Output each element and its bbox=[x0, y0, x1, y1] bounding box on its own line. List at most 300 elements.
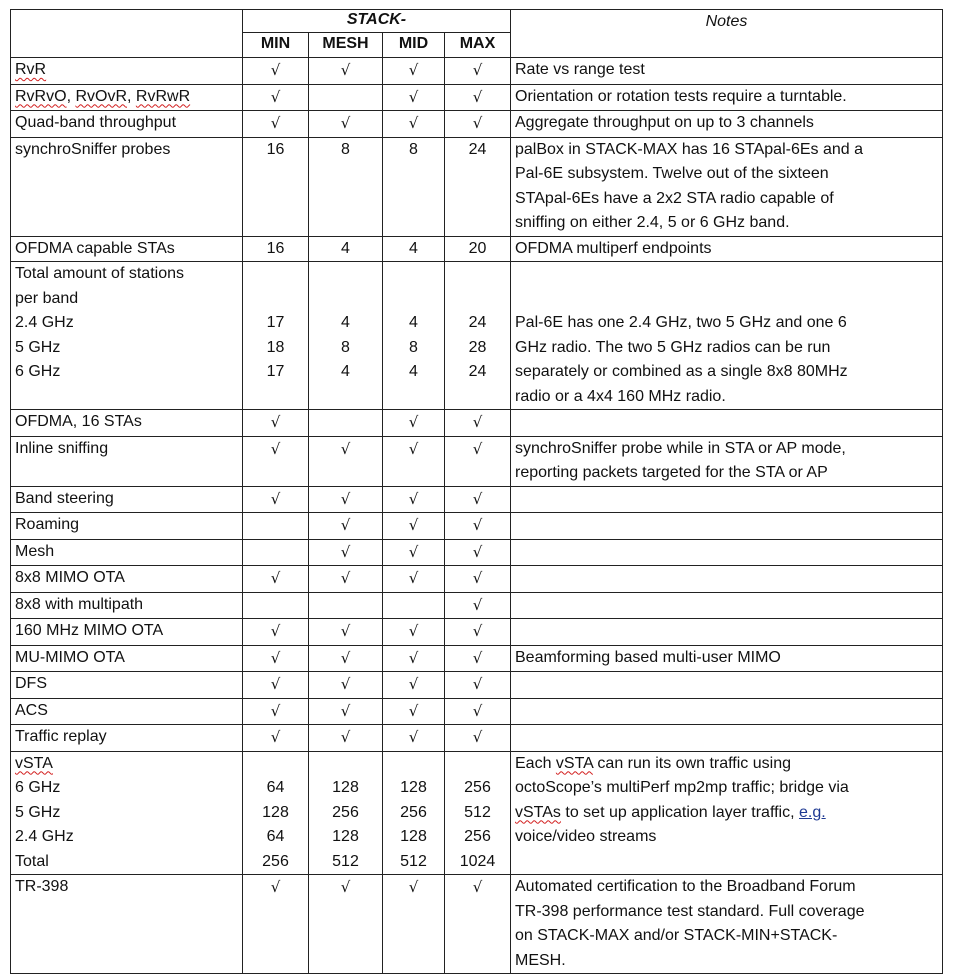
note-line: STApal-6Es have a 2x2 STA radio capable of bbox=[515, 189, 834, 207]
value-line: 24 bbox=[468, 363, 487, 380]
min-cell bbox=[243, 111, 309, 138]
note-line bbox=[515, 540, 938, 565]
mid-cell bbox=[383, 698, 445, 725]
feature-cell bbox=[11, 137, 243, 236]
note-line bbox=[515, 619, 938, 644]
value-line: √ bbox=[408, 701, 419, 720]
mesh-cell bbox=[309, 486, 383, 513]
value-line: 16 bbox=[266, 239, 285, 257]
min-cell bbox=[243, 645, 309, 672]
value-line: 8 bbox=[409, 338, 418, 356]
note-line bbox=[515, 410, 938, 435]
feature-line: 160 MHz MIMO OTA bbox=[15, 622, 164, 639]
min-cell bbox=[243, 236, 309, 262]
value-line: 8 bbox=[341, 140, 350, 158]
min-cell bbox=[243, 410, 309, 437]
value-line: √ bbox=[270, 489, 281, 508]
notes-cell bbox=[511, 262, 943, 410]
max-cell bbox=[445, 751, 511, 875]
min-cell bbox=[243, 725, 309, 752]
value-line: 128 bbox=[400, 779, 427, 796]
value-line: 128 bbox=[332, 828, 359, 845]
notes-cell bbox=[511, 111, 943, 138]
value-line: √ bbox=[408, 675, 419, 693]
feature-cell bbox=[11, 539, 243, 566]
mid-cell bbox=[383, 111, 445, 138]
table-row bbox=[11, 84, 943, 111]
mesh-cell bbox=[309, 410, 383, 437]
notes-cell bbox=[511, 875, 943, 974]
mid-cell bbox=[383, 486, 445, 513]
table-row bbox=[11, 111, 943, 138]
feature-cell bbox=[11, 725, 243, 752]
table-row bbox=[11, 875, 943, 974]
min-cell bbox=[243, 58, 309, 85]
feature-line: TR-398 bbox=[15, 878, 69, 895]
value-line: √ bbox=[270, 569, 281, 587]
value-line: √ bbox=[472, 622, 483, 640]
note-line bbox=[515, 287, 938, 312]
note-line: Rate vs range test bbox=[515, 61, 645, 78]
value-line: √ bbox=[472, 728, 483, 746]
feature-line: 6 GHz bbox=[15, 779, 61, 796]
value-line: 128 bbox=[332, 779, 359, 796]
mesh-cell bbox=[309, 566, 383, 593]
value-line bbox=[247, 262, 304, 287]
mid-cell bbox=[383, 875, 445, 974]
feature-line: MU-MIMO OTA bbox=[15, 648, 125, 666]
notes-cell bbox=[511, 672, 943, 699]
value-line bbox=[387, 287, 440, 312]
value-line: √ bbox=[340, 569, 351, 587]
mesh-cell bbox=[309, 645, 383, 672]
value-line: √ bbox=[340, 542, 351, 561]
feature-cell bbox=[11, 436, 243, 486]
value-line: 8 bbox=[409, 140, 418, 158]
value-line bbox=[387, 593, 440, 618]
max-cell bbox=[445, 58, 511, 85]
note-line bbox=[515, 513, 938, 538]
feature-line: 8x8 MIMO OTA bbox=[15, 569, 125, 586]
value-line: √ bbox=[408, 413, 419, 431]
notes-cell bbox=[511, 698, 943, 725]
value-line bbox=[313, 85, 378, 110]
mid-cell bbox=[383, 137, 445, 236]
value-line: 18 bbox=[266, 338, 285, 356]
table-body bbox=[11, 58, 943, 974]
note-line: palBox in STACK-MAX has 16 STApal-6Es and a bbox=[515, 140, 864, 158]
value-line: √ bbox=[472, 87, 483, 106]
min-cell bbox=[243, 436, 309, 486]
feature-cell bbox=[11, 410, 243, 437]
value-line: √ bbox=[472, 61, 483, 79]
mid-cell bbox=[383, 645, 445, 672]
mesh-cell bbox=[309, 725, 383, 752]
value-line: 64 bbox=[266, 828, 285, 845]
feature-line: ACS bbox=[15, 701, 48, 719]
value-line: √ bbox=[270, 114, 281, 132]
min-cell bbox=[243, 566, 309, 593]
value-line: √ bbox=[270, 701, 281, 720]
min-cell bbox=[243, 262, 309, 410]
feature-line: Roaming bbox=[15, 516, 80, 533]
max-cell bbox=[445, 672, 511, 699]
min-cell bbox=[243, 137, 309, 236]
mid-cell bbox=[383, 58, 445, 85]
notes-cell bbox=[511, 236, 943, 262]
value-line: √ bbox=[340, 622, 351, 640]
note-line: voice/video streams bbox=[515, 828, 657, 845]
table-row bbox=[11, 725, 943, 752]
table-row bbox=[11, 592, 943, 619]
note-line: Beamforming based multi-user MIMO bbox=[515, 648, 781, 666]
note-line: on STACK-MAX and/or STACK-MIN+STACK- bbox=[515, 927, 838, 944]
value-line: √ bbox=[340, 878, 351, 896]
feature-cell bbox=[11, 566, 243, 593]
notes-cell bbox=[511, 539, 943, 566]
value-line: √ bbox=[408, 61, 419, 79]
value-line bbox=[449, 752, 506, 777]
value-line: 4 bbox=[341, 314, 350, 331]
value-line: √ bbox=[270, 87, 281, 106]
note-line bbox=[515, 593, 938, 618]
note-line: Each vSTA can run its own traffic using bbox=[515, 754, 791, 772]
feature-line: 5 GHz bbox=[15, 338, 61, 356]
feature-line: Mesh bbox=[15, 542, 55, 560]
value-line: √ bbox=[270, 61, 281, 79]
value-line bbox=[313, 287, 378, 312]
value-line bbox=[449, 262, 506, 287]
column-header-mesh: MESH bbox=[309, 33, 383, 58]
spec-table bbox=[10, 9, 943, 974]
value-line bbox=[313, 410, 378, 435]
value-line: √ bbox=[340, 648, 351, 667]
feature-line: 2.4 GHz bbox=[15, 828, 74, 845]
feature-cell bbox=[11, 672, 243, 699]
value-line: √ bbox=[270, 675, 281, 693]
feature-line: Quad-band throughput bbox=[15, 114, 177, 131]
value-line: √ bbox=[408, 87, 419, 106]
value-line: √ bbox=[270, 439, 281, 458]
note-line: Pal-6E subsystem. Twelve out of the sixteen bbox=[515, 165, 829, 182]
value-line: √ bbox=[472, 595, 483, 614]
feature-cell bbox=[11, 645, 243, 672]
feature-line: DFS bbox=[15, 675, 47, 692]
value-line: √ bbox=[408, 114, 419, 132]
feature-line: RvRvO, RvOvR, RvRwR bbox=[15, 87, 191, 105]
value-line bbox=[313, 752, 378, 777]
value-line: 8 bbox=[341, 338, 350, 356]
note-line bbox=[515, 699, 938, 724]
mesh-cell bbox=[309, 236, 383, 262]
value-line: √ bbox=[270, 878, 281, 896]
value-line: √ bbox=[340, 489, 351, 508]
note-line: radio or a 4x4 160 MHz radio. bbox=[515, 387, 726, 405]
note-line: TR-398 performance test standard. Full coverage bbox=[515, 902, 865, 920]
mesh-cell bbox=[309, 58, 383, 85]
value-line: √ bbox=[472, 439, 483, 458]
table-row bbox=[11, 698, 943, 725]
mesh-cell bbox=[309, 875, 383, 974]
note-line: synchroSniffer probe while in STA or AP mode, bbox=[515, 439, 846, 457]
note-line bbox=[515, 725, 938, 750]
max-cell bbox=[445, 698, 511, 725]
value-line: √ bbox=[408, 439, 419, 458]
value-line: 4 bbox=[409, 239, 418, 257]
value-line: 512 bbox=[400, 852, 427, 870]
feature-cell bbox=[11, 698, 243, 725]
value-line: 128 bbox=[400, 828, 427, 845]
value-line: √ bbox=[472, 648, 483, 667]
feature-line: Traffic replay bbox=[15, 728, 107, 745]
value-line: 4 bbox=[341, 239, 350, 257]
note-line bbox=[515, 672, 938, 697]
feature-cell bbox=[11, 236, 243, 262]
max-cell bbox=[445, 566, 511, 593]
value-line: 4 bbox=[409, 363, 418, 380]
value-line bbox=[313, 262, 378, 287]
value-line: 17 bbox=[266, 363, 285, 380]
value-line: 256 bbox=[262, 852, 289, 870]
value-line: √ bbox=[340, 439, 351, 458]
value-line: 256 bbox=[464, 779, 491, 796]
max-cell bbox=[445, 725, 511, 752]
value-line: √ bbox=[472, 489, 483, 508]
value-line: √ bbox=[408, 516, 419, 534]
max-cell bbox=[445, 436, 511, 486]
feature-cell bbox=[11, 111, 243, 138]
note-line: reporting packets targeted for the STA or AP bbox=[515, 464, 828, 481]
notes-cell bbox=[511, 619, 943, 646]
notes-cell bbox=[511, 58, 943, 85]
value-line bbox=[247, 513, 304, 538]
header-blank bbox=[11, 10, 243, 58]
mesh-cell bbox=[309, 672, 383, 699]
feature-cell bbox=[11, 84, 243, 111]
value-line: 24 bbox=[468, 140, 487, 158]
note-line: MESH. bbox=[515, 951, 566, 969]
mid-cell bbox=[383, 236, 445, 262]
table-row bbox=[11, 539, 943, 566]
max-cell bbox=[445, 539, 511, 566]
value-line: 17 bbox=[266, 314, 285, 331]
feature-line: OFDMA, 16 STAs bbox=[15, 413, 142, 430]
min-cell bbox=[243, 486, 309, 513]
max-cell bbox=[445, 619, 511, 646]
table-row bbox=[11, 262, 943, 410]
table-row bbox=[11, 513, 943, 540]
value-line: √ bbox=[340, 516, 351, 534]
stack-group-header: STACK- bbox=[243, 10, 511, 33]
mid-cell bbox=[383, 619, 445, 646]
min-cell bbox=[243, 619, 309, 646]
value-line bbox=[247, 593, 304, 618]
value-line: √ bbox=[340, 728, 351, 746]
mid-cell bbox=[383, 592, 445, 619]
note-line: OFDMA multiperf endpoints bbox=[515, 239, 712, 257]
feature-cell bbox=[11, 592, 243, 619]
feature-cell bbox=[11, 875, 243, 974]
max-cell bbox=[445, 262, 511, 410]
value-line: √ bbox=[408, 878, 419, 896]
value-line: √ bbox=[340, 675, 351, 693]
note-line bbox=[515, 487, 938, 512]
table-row bbox=[11, 619, 943, 646]
value-line bbox=[313, 593, 378, 618]
notes-cell bbox=[511, 410, 943, 437]
note-line: octoScope’s multiPerf mp2mp traffic; bridge via bbox=[515, 779, 849, 796]
mid-cell bbox=[383, 566, 445, 593]
feature-line: Inline sniffing bbox=[15, 439, 109, 457]
table-row bbox=[11, 58, 943, 85]
value-line: √ bbox=[270, 728, 281, 746]
feature-cell bbox=[11, 58, 243, 85]
feature-cell bbox=[11, 513, 243, 540]
value-line: 4 bbox=[341, 363, 350, 380]
value-line: 16 bbox=[266, 140, 285, 158]
note-line: separately or combined as a single 8x8 80MHz bbox=[515, 363, 848, 380]
feature-cell bbox=[11, 486, 243, 513]
min-cell bbox=[243, 539, 309, 566]
value-line: 4 bbox=[409, 314, 418, 331]
table-row bbox=[11, 672, 943, 699]
note-line: vSTAs to set up application layer traffic, e.g. bbox=[515, 803, 826, 821]
value-line: √ bbox=[472, 701, 483, 720]
value-line: √ bbox=[408, 648, 419, 667]
value-line: √ bbox=[340, 701, 351, 720]
column-header-min: MIN bbox=[243, 33, 309, 58]
value-line: 28 bbox=[468, 338, 487, 356]
value-line: 20 bbox=[468, 239, 487, 257]
notes-cell bbox=[511, 751, 943, 875]
mid-cell bbox=[383, 513, 445, 540]
mesh-cell bbox=[309, 513, 383, 540]
table-row bbox=[11, 751, 943, 875]
feature-line: OFDMA capable STAs bbox=[15, 239, 175, 257]
feature-cell bbox=[11, 262, 243, 410]
value-line: √ bbox=[472, 516, 483, 534]
mesh-cell bbox=[309, 84, 383, 111]
value-line: √ bbox=[472, 542, 483, 561]
value-line bbox=[247, 752, 304, 777]
min-cell bbox=[243, 513, 309, 540]
value-line bbox=[449, 287, 506, 312]
max-cell bbox=[445, 592, 511, 619]
note-line: GHz radio. The two 5 GHz radios can be run bbox=[515, 338, 831, 356]
notes-cell bbox=[511, 592, 943, 619]
feature-line: Band steering bbox=[15, 489, 114, 507]
value-line: √ bbox=[408, 489, 419, 508]
value-line: √ bbox=[270, 622, 281, 640]
mid-cell bbox=[383, 672, 445, 699]
feature-line: RvR bbox=[15, 61, 47, 78]
mesh-cell bbox=[309, 111, 383, 138]
value-line: 1024 bbox=[459, 852, 496, 870]
feature-line: 6 GHz bbox=[15, 363, 61, 380]
mid-cell bbox=[383, 262, 445, 410]
value-line: 64 bbox=[266, 779, 285, 796]
note-line: sniffing on either 2.4, 5 or 6 GHz band. bbox=[515, 214, 790, 231]
mesh-cell bbox=[309, 262, 383, 410]
value-line bbox=[247, 287, 304, 312]
table-row bbox=[11, 236, 943, 262]
value-line: √ bbox=[408, 569, 419, 587]
note-line: Automated certification to the Broadband Forum bbox=[515, 878, 856, 895]
feature-line: 2.4 GHz bbox=[15, 314, 74, 331]
mid-cell bbox=[383, 84, 445, 111]
mesh-cell bbox=[309, 539, 383, 566]
note-line bbox=[515, 262, 938, 287]
feature-line: synchroSniffer probes bbox=[15, 140, 171, 158]
max-cell bbox=[445, 236, 511, 262]
value-line: 512 bbox=[332, 852, 359, 870]
mesh-cell bbox=[309, 137, 383, 236]
notes-cell bbox=[511, 725, 943, 752]
value-line bbox=[387, 752, 440, 777]
value-line: √ bbox=[472, 675, 483, 693]
value-line: 256 bbox=[464, 828, 491, 845]
feature-line: vSTA bbox=[15, 754, 53, 772]
value-line: √ bbox=[472, 569, 483, 587]
min-cell bbox=[243, 84, 309, 111]
value-line: 128 bbox=[262, 803, 289, 821]
notes-cell bbox=[511, 566, 943, 593]
min-cell bbox=[243, 751, 309, 875]
mid-cell bbox=[383, 436, 445, 486]
max-cell bbox=[445, 486, 511, 513]
feature-cell bbox=[11, 619, 243, 646]
notes-header: Notes bbox=[511, 10, 943, 58]
min-cell bbox=[243, 592, 309, 619]
value-line: √ bbox=[408, 542, 419, 561]
min-cell bbox=[243, 698, 309, 725]
max-cell bbox=[445, 84, 511, 111]
value-line bbox=[247, 540, 304, 565]
header-row-group bbox=[11, 10, 943, 33]
feature-line: Total bbox=[15, 852, 49, 870]
notes-cell bbox=[511, 137, 943, 236]
feature-line: Total amount of stations bbox=[15, 265, 184, 282]
notes-cell bbox=[511, 436, 943, 486]
max-cell bbox=[445, 410, 511, 437]
feature-line: 5 GHz bbox=[15, 803, 61, 821]
mesh-cell bbox=[309, 619, 383, 646]
mid-cell bbox=[383, 751, 445, 875]
notes-cell bbox=[511, 84, 943, 111]
mesh-cell bbox=[309, 592, 383, 619]
value-line: √ bbox=[472, 878, 483, 896]
table-row bbox=[11, 137, 943, 236]
value-line: √ bbox=[472, 413, 483, 431]
table-row bbox=[11, 436, 943, 486]
mid-cell bbox=[383, 725, 445, 752]
note-line: Aggregate throughput on up to 3 channels bbox=[515, 114, 814, 131]
value-line: √ bbox=[472, 114, 483, 132]
value-line: √ bbox=[270, 648, 281, 667]
column-header-max: MAX bbox=[445, 33, 511, 58]
feature-cell bbox=[11, 751, 243, 875]
feature-line: per band bbox=[15, 289, 79, 307]
value-line: √ bbox=[408, 622, 419, 640]
table-row bbox=[11, 645, 943, 672]
notes-cell bbox=[511, 645, 943, 672]
mesh-cell bbox=[309, 698, 383, 725]
max-cell bbox=[445, 111, 511, 138]
table-row bbox=[11, 486, 943, 513]
value-line: √ bbox=[270, 413, 281, 431]
column-header-mid: MID bbox=[383, 33, 445, 58]
value-line: √ bbox=[340, 114, 351, 132]
